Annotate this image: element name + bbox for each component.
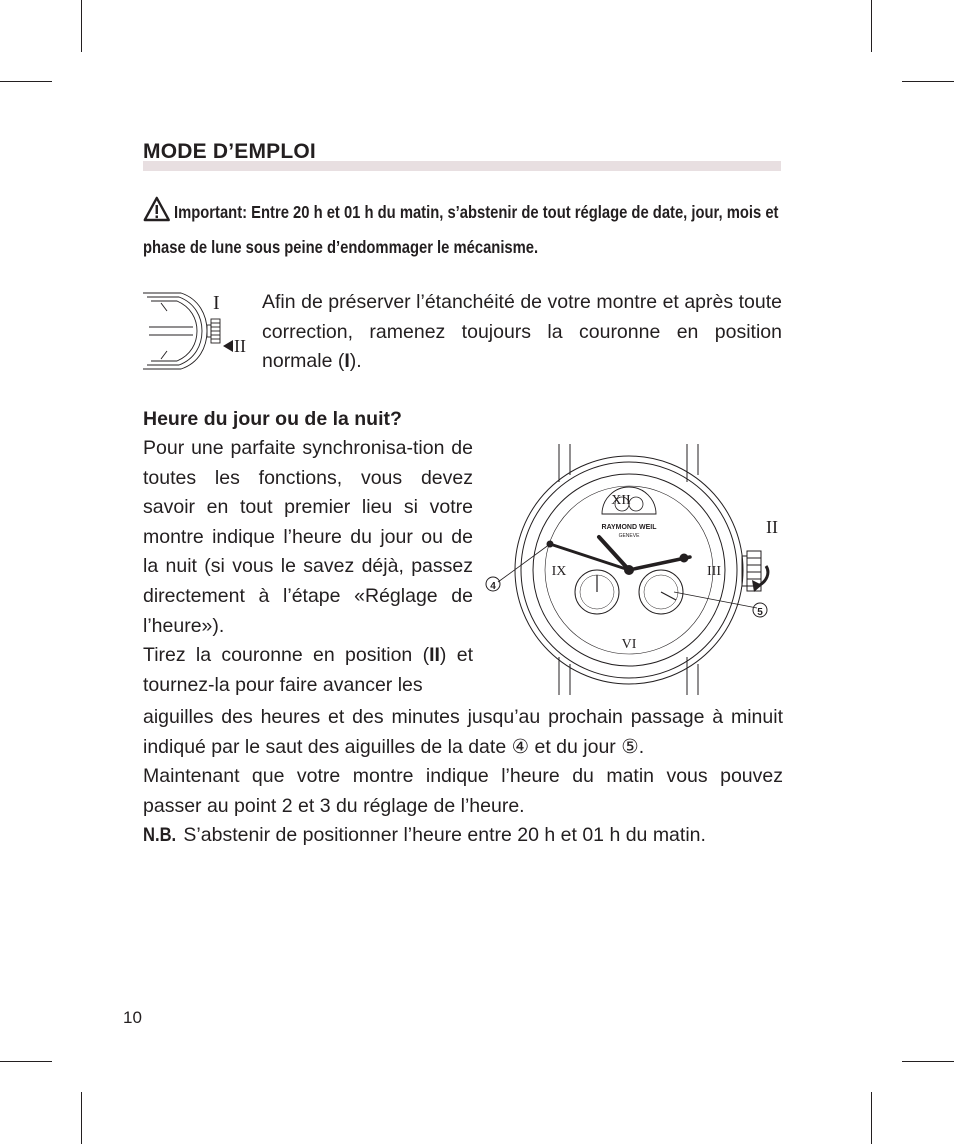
warning-triangle-icon	[143, 196, 171, 232]
full-paragraph-1: aiguilles des heures et des minutes jusqu’au prochain passage à minuit indiqué par le saut des aiguilles de la date ④ et du jour ⑤.	[143, 706, 783, 758]
para2-text-end: ) et tournez-la pour faire avancer les	[143, 644, 473, 696]
section-header	[143, 140, 781, 172]
nb-paragraph	[143, 821, 783, 851]
crop-mark	[0, 81, 52, 82]
afin-text: Afin de préserver l’étanchéité de votre montre et après toute correction, ramenez toujours la couronne en position normale (	[262, 291, 782, 372]
column-paragraph-2	[143, 641, 473, 700]
full-paragraph-2: Maintenant que votre montre indique l’heure du matin vous pouvez passer au point 2 et 3 du réglage de l’heure.	[143, 765, 783, 817]
important-warning	[143, 196, 788, 263]
crop-mark	[0, 1061, 52, 1062]
nb-text: S’abstenir de positionner l’heure entre 20 h et 01 h du matin.	[178, 824, 706, 847]
para2-position-label: II	[429, 644, 440, 667]
svg-text:III: III	[707, 564, 721, 579]
column-text	[143, 434, 473, 700]
crop-mark	[871, 1092, 872, 1144]
full-width-text	[143, 703, 783, 851]
watch-brand: RAYMOND WEIL	[601, 524, 657, 531]
afin-paragraph	[262, 288, 782, 377]
svg-text:IX: IX	[551, 564, 567, 579]
watch-city: GENEVE	[618, 533, 640, 539]
arrow-icon	[223, 340, 233, 352]
crown-label-ii: II	[234, 336, 246, 356]
section-title: MODE D’EMPLOI	[143, 140, 316, 163]
crop-mark	[81, 1092, 82, 1144]
watch-crown-label: II	[766, 517, 778, 537]
crown-illustration	[141, 289, 251, 371]
watch-illustration	[484, 442, 784, 697]
svg-text:VI: VI	[621, 637, 637, 652]
important-text: Important: Entre 20 h et 01 h du matin, s’abstenir de tout réglage de date, jour, mois et phase de lune sous peine d’endommager le mécanisme.	[143, 202, 779, 257]
afin-position-label: I	[344, 350, 350, 372]
nb-label: N.B.	[143, 824, 177, 847]
page-number: 10	[123, 1008, 142, 1027]
crown-label-i: I	[213, 292, 220, 314]
crop-mark	[902, 81, 954, 82]
callout-date-label: 4	[490, 581, 496, 592]
afin-text-end: ).	[349, 350, 362, 372]
subheading: Heure du jour ou de la nuit?	[143, 408, 402, 430]
svg-text:XII: XII	[611, 493, 631, 508]
crown-position-figure	[141, 289, 251, 371]
callout-day-label: 5	[757, 607, 763, 618]
watch-figure	[484, 442, 784, 697]
crop-mark	[902, 1061, 954, 1062]
crop-mark	[871, 0, 872, 52]
column-paragraph-1: Pour une parfaite synchronisa-tion de toutes les fonctions, vous devez savoir en tout premier lieu si votre montre indique l’heure du jour ou de la nuit (si vous le savez déjà, passez directement à l’étape «Réglage de l’heure»).	[143, 437, 473, 637]
crop-mark	[81, 0, 82, 52]
para2-text: Tirez la couronne en position (	[143, 644, 430, 667]
